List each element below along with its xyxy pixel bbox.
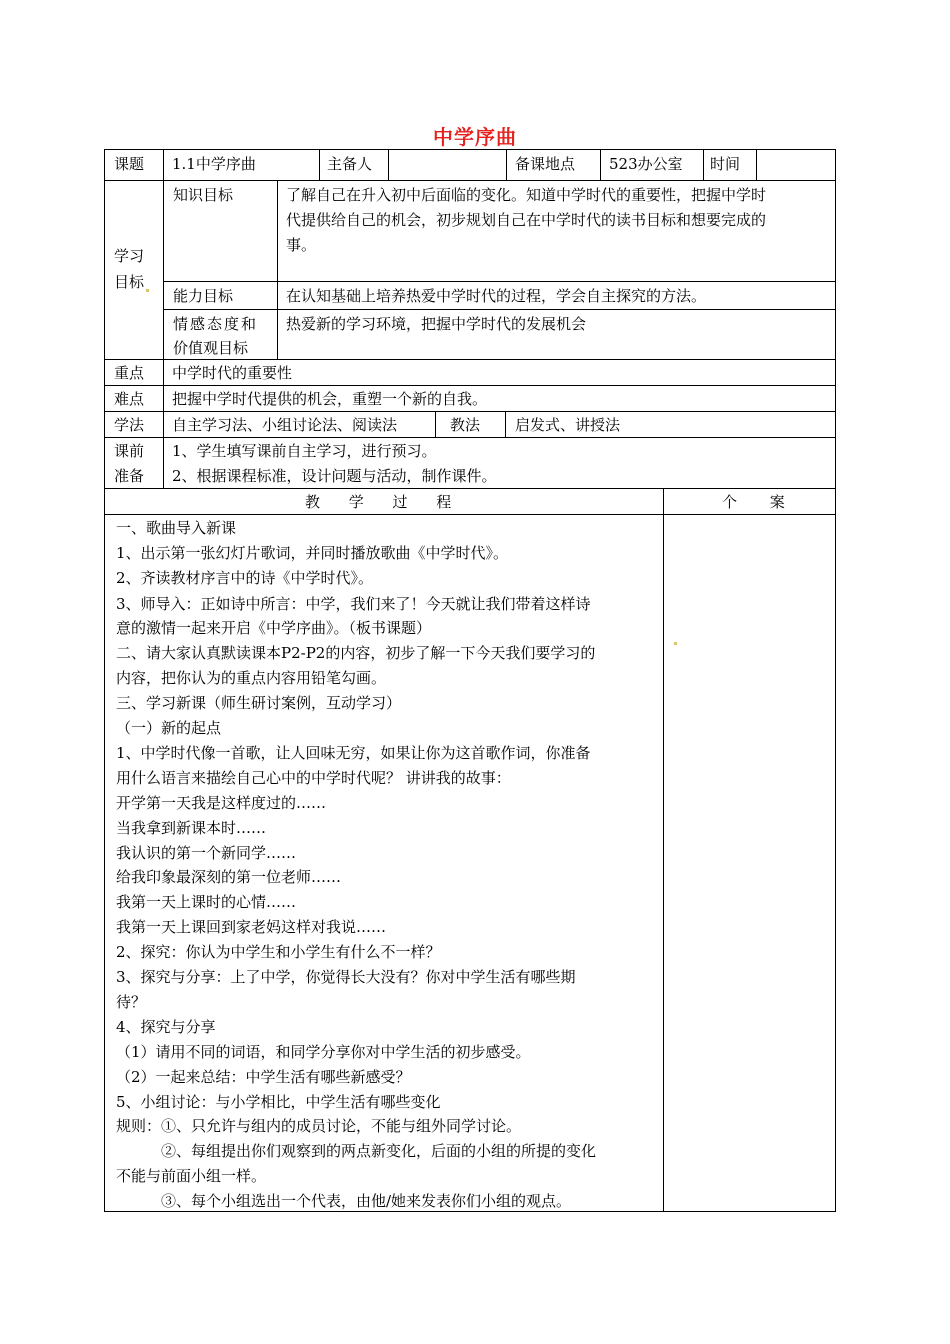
process-line: 给我印象最深刻的第一位老师…… bbox=[116, 868, 342, 886]
knowledge-goal-text: 了解自己在升入初中后面临的变化。知道中学时代的重要性，把握中学时 bbox=[286, 186, 767, 204]
process-line: 三、学习新课（师生研讨案例，互动学习） bbox=[116, 694, 402, 712]
process-heading: 教 学 过 程 bbox=[305, 493, 464, 511]
time-label: 时间 bbox=[710, 155, 741, 173]
page-title: 中学序曲 bbox=[433, 125, 517, 149]
location-label: 备课地点 bbox=[515, 155, 576, 173]
key-point-label: 重点 bbox=[114, 364, 145, 382]
process-line: 当我拿到新课本时…… bbox=[116, 819, 267, 837]
process-line: 我第一天上课回到家老妈这样对我说…… bbox=[116, 918, 387, 936]
rule bbox=[104, 180, 836, 181]
rule bbox=[663, 488, 664, 1211]
knowledge-goal-label: 知识目标 bbox=[173, 186, 234, 204]
knowledge-goal-text: 代提供给自己的机会，初步规划自己在中学时代的读书目标和想要完成的 bbox=[286, 211, 767, 229]
process-line: 1、中学时代像一首歌，让人回味无穷，如果让你为这首歌作词，你准备 bbox=[116, 744, 591, 762]
location-value: 523办公室 bbox=[609, 155, 683, 173]
case-heading: 个 案 bbox=[722, 493, 799, 511]
objectives-section-label: 学习 bbox=[114, 247, 145, 265]
knowledge-goal-text: 事。 bbox=[286, 236, 317, 254]
process-line: 5、小组讨论：与小学相比，中学生活有哪些变化 bbox=[116, 1093, 441, 1111]
rule bbox=[104, 514, 836, 515]
process-line: （一）新的起点 bbox=[116, 719, 222, 737]
scan-speckle bbox=[146, 289, 149, 292]
process-line: 3、探究与分享：上了中学，你觉得长大没有？你对中学生活有哪些期 bbox=[116, 968, 576, 986]
teaching-method-text: 启发式、讲授法 bbox=[515, 416, 621, 434]
rule bbox=[388, 149, 389, 180]
process-line: （2）一起来总结：中学生活有哪些新感受？ bbox=[116, 1068, 411, 1086]
process-line: 规则：①、只允许与组内的成员讨论，不能与组外同学讨论。 bbox=[116, 1117, 522, 1135]
attitude-goal-label: 价值观目标 bbox=[173, 339, 249, 357]
topic-value: 1.1中学序曲 bbox=[172, 155, 256, 173]
process-line: 开学第一天我是这样度过的…… bbox=[116, 794, 327, 812]
process-line: 不能与前面小组一样。 bbox=[116, 1167, 267, 1185]
rule bbox=[104, 385, 836, 386]
learning-method-label: 学法 bbox=[114, 416, 145, 434]
attitude-goal-text: 热爱新的学习环境，把握中学时代的发展机会 bbox=[286, 315, 587, 333]
process-line: 2、探究：你认为中学生和小学生有什么不一样？ bbox=[116, 943, 441, 961]
rule bbox=[104, 488, 836, 489]
rule bbox=[506, 149, 507, 180]
process-line: 一、歌曲导入新课 bbox=[116, 519, 237, 537]
rule bbox=[835, 149, 836, 1212]
process-line: ③、每个小组选出一个代表，由他/她来发表你们小组的观点。 bbox=[116, 1192, 572, 1210]
rule bbox=[163, 281, 836, 282]
process-line: 我认识的第一个新同学…… bbox=[116, 844, 297, 862]
preparation-label: 准备 bbox=[114, 467, 145, 485]
rule bbox=[319, 149, 320, 180]
rule bbox=[163, 149, 164, 180]
preparation-item: 2、根据课程标准，设计问题与活动，制作课件。 bbox=[172, 467, 497, 485]
rule bbox=[277, 180, 278, 359]
teaching-method-label: 教法 bbox=[450, 416, 481, 434]
rule bbox=[163, 309, 836, 310]
key-point-text: 中学时代的重要性 bbox=[172, 364, 293, 382]
process-line: ②、每组提出你们观察到的两点新变化，后面的小组的所提的变化 bbox=[116, 1142, 597, 1160]
ability-goal-label: 能力目标 bbox=[173, 287, 234, 305]
ability-goal-text: 在认知基础上培养热爱中学时代的过程，学会自主探究的方法。 bbox=[286, 287, 707, 305]
rule bbox=[756, 149, 757, 180]
topic-label: 课题 bbox=[114, 155, 145, 173]
process-line: 1、出示第一张幻灯片歌词，并同时播放歌曲《中学时代》。 bbox=[116, 544, 509, 562]
rule bbox=[435, 411, 436, 437]
process-line: 2、齐读教材序言中的诗《中学时代》。 bbox=[116, 569, 374, 587]
preparation-item: 1、学生填写课前自主学习，进行预习。 bbox=[172, 442, 437, 460]
process-line: 意的激情一起来开启《中学序曲》。（板书课题） bbox=[116, 619, 432, 637]
learning-method-text: 自主学习法、小组讨论法、阅读法 bbox=[172, 416, 398, 434]
process-line: 3、师导入：正如诗中所言：中学，我们来了！今天就让我们带着这样诗 bbox=[116, 595, 591, 613]
process-line: 4、探究与分享 bbox=[116, 1018, 216, 1036]
rule bbox=[104, 411, 836, 412]
rule bbox=[104, 149, 836, 150]
rule bbox=[505, 411, 506, 437]
rule bbox=[104, 149, 105, 1212]
rule bbox=[104, 437, 836, 438]
process-line: 用什么语言来描绘自己心中的中学时代呢？ 讲讲我的故事： bbox=[116, 769, 511, 787]
rule bbox=[163, 180, 164, 359]
process-line: 我第一天上课时的心情…… bbox=[116, 893, 297, 911]
process-line: 二、请大家认真默读课本P2-P2的内容，初步了解一下今天我们要学习的 bbox=[116, 644, 596, 662]
process-line: （1）请用不同的词语，和同学分享你对中学生活的初步感受。 bbox=[116, 1043, 531, 1061]
scan-speckle bbox=[674, 642, 677, 645]
process-line: 内容，把你认为的重点内容用铅笔勾画。 bbox=[116, 669, 387, 687]
rule bbox=[600, 149, 601, 180]
preparer-label: 主备人 bbox=[327, 155, 373, 173]
rule bbox=[703, 149, 704, 180]
attitude-goal-label: 情感态度和 bbox=[173, 315, 259, 333]
objectives-section-label: 目标 bbox=[114, 273, 145, 291]
rule bbox=[104, 359, 836, 360]
process-line: 待？ bbox=[116, 993, 147, 1011]
difficulty-label: 难点 bbox=[114, 390, 145, 408]
difficulty-text: 把握中学时代提供的机会，重塑一个新的自我。 bbox=[172, 390, 488, 408]
preparation-label: 课前 bbox=[114, 442, 145, 460]
rule bbox=[163, 359, 164, 488]
